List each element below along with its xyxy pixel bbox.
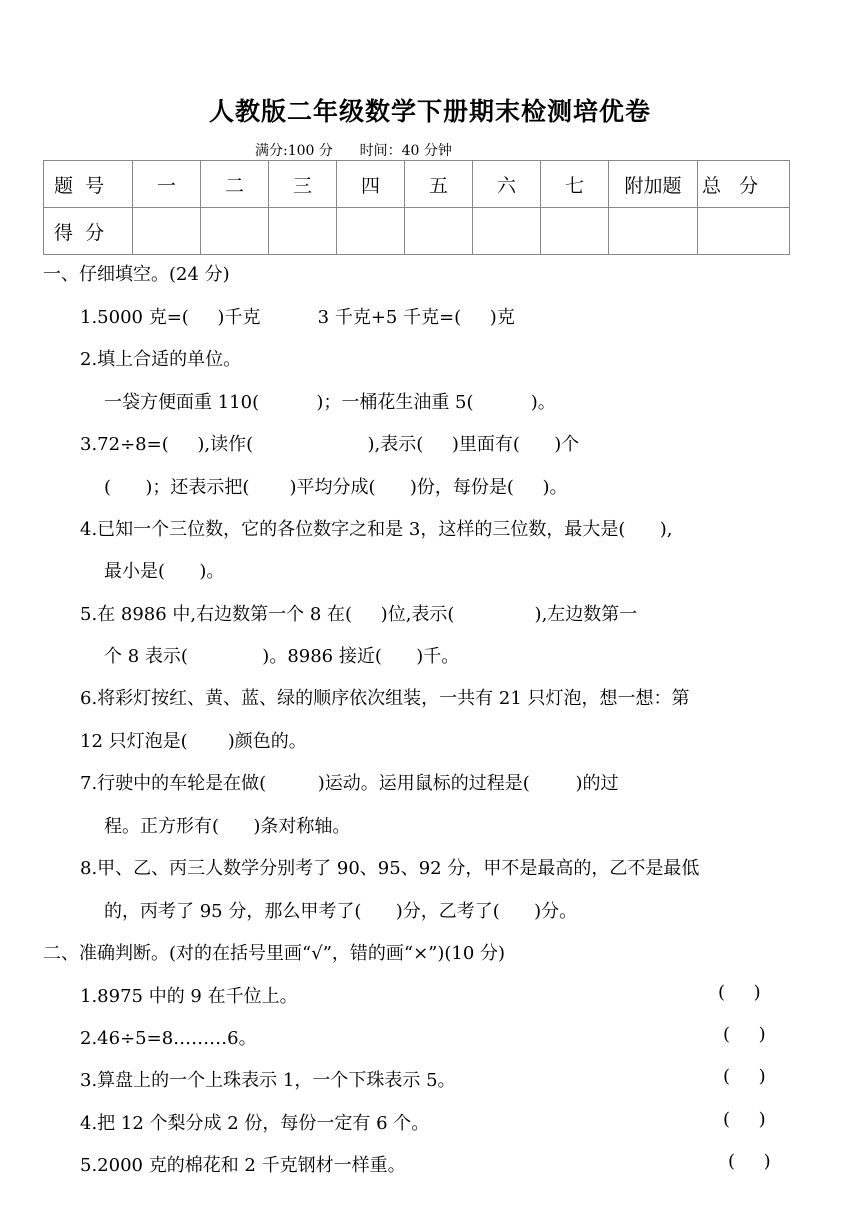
question-8-line: 8.甲、乙、丙三人数学分别考了 90、95、92 分，甲不是最高的，乙不是最低 <box>80 858 700 879</box>
question-2-line-cont: 一袋方便面重 110( )；一桶花生油重 5( )。 <box>104 392 556 413</box>
exam-meta: 满分:100 分 时间：40 分钟 <box>255 143 452 159</box>
section2-title: 二、准确判断。(对的在括号里画“√”，错的画“×”)(10 分) <box>43 943 506 964</box>
exam-title: 人教版二年级数学下册期末检测培优卷 <box>208 97 651 126</box>
judge-item-4: 4.把 12 个梨分成 2 份，每份一定有 6 个。 <box>80 1113 430 1134</box>
header-cell-1: 一 <box>133 161 201 208</box>
question-3-line: 3.72÷8=( ),读作( ),表示( )里面有( )个 <box>80 434 580 455</box>
judge-item-5: 5.2000 克的棉花和 2 千克钢材一样重。 <box>80 1155 406 1176</box>
score-row-label: 得 分 <box>44 208 133 255</box>
section1-title: 一、仔细填空。(24 分) <box>43 264 230 285</box>
judge-item-3: 3.算盘上的一个上珠表示 1，一个下珠表示 5。 <box>80 1070 456 1091</box>
question-2-line: 2.填上合适的单位。 <box>80 349 242 370</box>
question-4-line-cont: 最小是( )。 <box>104 561 225 582</box>
question-8-line-cont: 的，丙考了 95 分，那么甲考了( )分，乙考了( )分。 <box>104 901 578 922</box>
judge-answer-5[interactable]: ( ) <box>728 1151 771 1172</box>
header-cell-2: 二 <box>201 161 269 208</box>
score-cell[interactable] <box>609 208 698 255</box>
header-cell-bonus: 附加题 <box>609 161 698 208</box>
question-5-line: 5.在 8986 中,右边数第一个 8 在( )位,表示( ),左边数第一 <box>80 604 638 625</box>
judge-item-2: 2.46÷5=8………6。 <box>80 1028 257 1049</box>
question-3-line-cont: ( )；还表示把( )平均分成( )份，每份是( )。 <box>104 477 568 498</box>
question-7-line-cont: 程。正方形有( )条对称轴。 <box>104 816 351 837</box>
question-7-line: 7.行驶中的车轮是在做( )运动。运用鼠标的过程是( )的过 <box>80 773 619 794</box>
judge-item-1: 1.8975 中的 9 在千位上。 <box>80 986 298 1007</box>
header-total-cell: 总 分 <box>698 161 790 208</box>
score-table-score-row <box>44 208 790 255</box>
score-cell[interactable] <box>269 208 337 255</box>
header-lead-cell: 题 号 <box>44 161 133 208</box>
score-cell[interactable] <box>405 208 473 255</box>
score-cell[interactable] <box>201 208 269 255</box>
score-cell[interactable] <box>133 208 201 255</box>
header-cell-5: 五 <box>405 161 473 208</box>
judge-answer-1[interactable]: ( ) <box>718 982 761 1003</box>
score-table <box>43 160 790 255</box>
header-cell-3: 三 <box>269 161 337 208</box>
judge-answer-4[interactable]: ( ) <box>723 1109 766 1130</box>
question-1-line: 1.5000 克=( )千克 3 千克+5 千克=( )克 <box>80 307 515 328</box>
header-cell-4: 四 <box>337 161 405 208</box>
score-cell-total[interactable] <box>698 208 790 255</box>
question-6-line-cont: 12 只灯泡是( )颜色的。 <box>80 731 307 752</box>
score-cell[interactable] <box>337 208 405 255</box>
score-cell[interactable] <box>473 208 541 255</box>
judge-answer-3[interactable]: ( ) <box>723 1066 766 1087</box>
question-4-line: 4.已知一个三位数，它的各位数字之和是 3，这样的三位数，最大是( ), <box>80 519 673 540</box>
header-cell-6: 六 <box>473 161 541 208</box>
judge-answer-2[interactable]: ( ) <box>723 1024 766 1045</box>
question-6-line: 6.将彩灯按红、黄、蓝、绿的顺序依次组装，一共有 21 只灯泡，想一想：第 <box>80 688 690 709</box>
score-cell[interactable] <box>541 208 609 255</box>
header-cell-7: 七 <box>541 161 609 208</box>
score-table-header-row <box>44 161 790 208</box>
question-5-line-cont: 个 8 表示( )。8986 接近( )千。 <box>104 646 460 667</box>
